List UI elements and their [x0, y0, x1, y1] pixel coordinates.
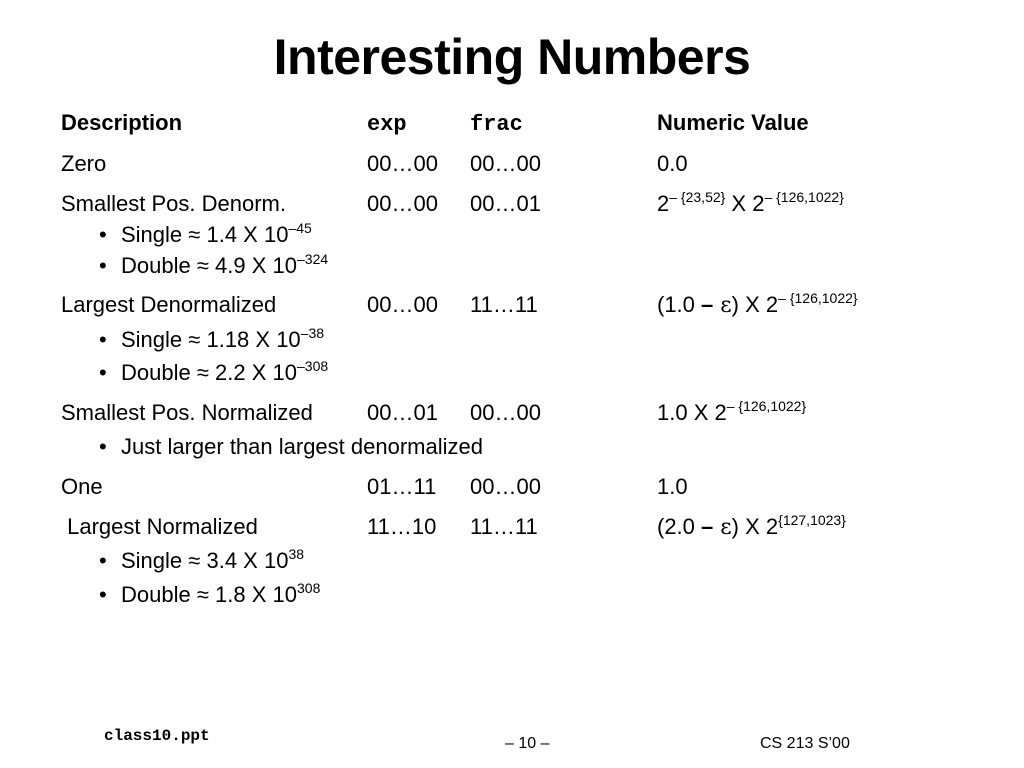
- row-one-value: 1.0: [657, 474, 688, 499]
- row-smallest-norm-value: 1.0 X $2^{- \{126,1022\}}$: [657, 398, 807, 425]
- row-zero-desc: Zero: [61, 151, 107, 176]
- bullet-smallest-denorm-single: • Single ≈ 1.4 X $10^{-45}$: [99, 220, 312, 247]
- header-description: Description: [61, 110, 183, 135]
- footer-filename: class10.ppt: [104, 727, 210, 745]
- row-zero-frac: 00…00: [470, 151, 541, 176]
- row-smallest-denorm-exp: 00…00: [367, 191, 438, 216]
- footer-course: CS 213 S’00: [760, 735, 850, 752]
- row-smallest-norm-desc: Smallest Pos. Normalized: [61, 400, 313, 425]
- row-zero-exp: 00…00: [367, 151, 438, 176]
- header-frac: frac: [470, 112, 523, 137]
- row-largest-norm-exp: 11…10: [367, 514, 437, 539]
- row-largest-norm-frac: 11…11: [470, 514, 538, 539]
- row-one-exp: 01…11: [367, 474, 437, 499]
- bullet-largest-denorm-double: • Double ≈ 2.2 X $10^{-308}$: [99, 358, 329, 385]
- bullet-largest-norm-single: • Single ≈ 3.4 X $10^{38}$: [99, 546, 305, 573]
- row-one-frac: 00…00: [470, 474, 541, 499]
- row-smallest-norm-exp: 00…01: [367, 400, 438, 425]
- row-smallest-denorm-value: $2^{- \{23,52\}}$ X $2^{- \{126,1022\}}$: [657, 189, 844, 216]
- bullet-largest-denorm-single: • Single ≈ 1.18 X $10^{-38}$: [99, 325, 325, 352]
- header-numeric-value: Numeric Value: [657, 110, 809, 135]
- row-largest-denorm-desc: Largest Denormalized: [61, 292, 277, 317]
- header-exp: exp: [367, 112, 407, 137]
- row-largest-norm-desc: Largest Normalized: [61, 514, 258, 539]
- bullet-smallest-denorm-double: • Double ≈ 4.9 X $10^{-324}$: [99, 251, 329, 278]
- footer-page-number: – 10 –: [505, 735, 550, 752]
- bullet-smallest-norm-note: • Just larger than largest denormalized: [99, 434, 483, 459]
- row-largest-norm-value: (2.0 – ε) X $2^{\{127,1023\}}$: [657, 512, 846, 540]
- row-zero-value: 0.0: [657, 151, 688, 176]
- row-largest-denorm-frac: 11…11: [470, 292, 538, 317]
- slide-title: Interesting Numbers: [273, 29, 751, 85]
- row-largest-denorm-exp: 00…00: [367, 292, 438, 317]
- bullet-largest-norm-double: • Double ≈ 1.8 X $10^{308}$: [99, 580, 321, 607]
- row-largest-denorm-value: (1.0 – ε) X $2^{- \{126,1022\}}$: [657, 290, 858, 318]
- row-one-desc: One: [61, 474, 103, 499]
- row-smallest-denorm-frac: 00…01: [470, 191, 541, 216]
- row-smallest-norm-frac: 00…00: [470, 400, 541, 425]
- row-smallest-denorm-desc: Smallest Pos. Denorm.: [61, 191, 286, 216]
